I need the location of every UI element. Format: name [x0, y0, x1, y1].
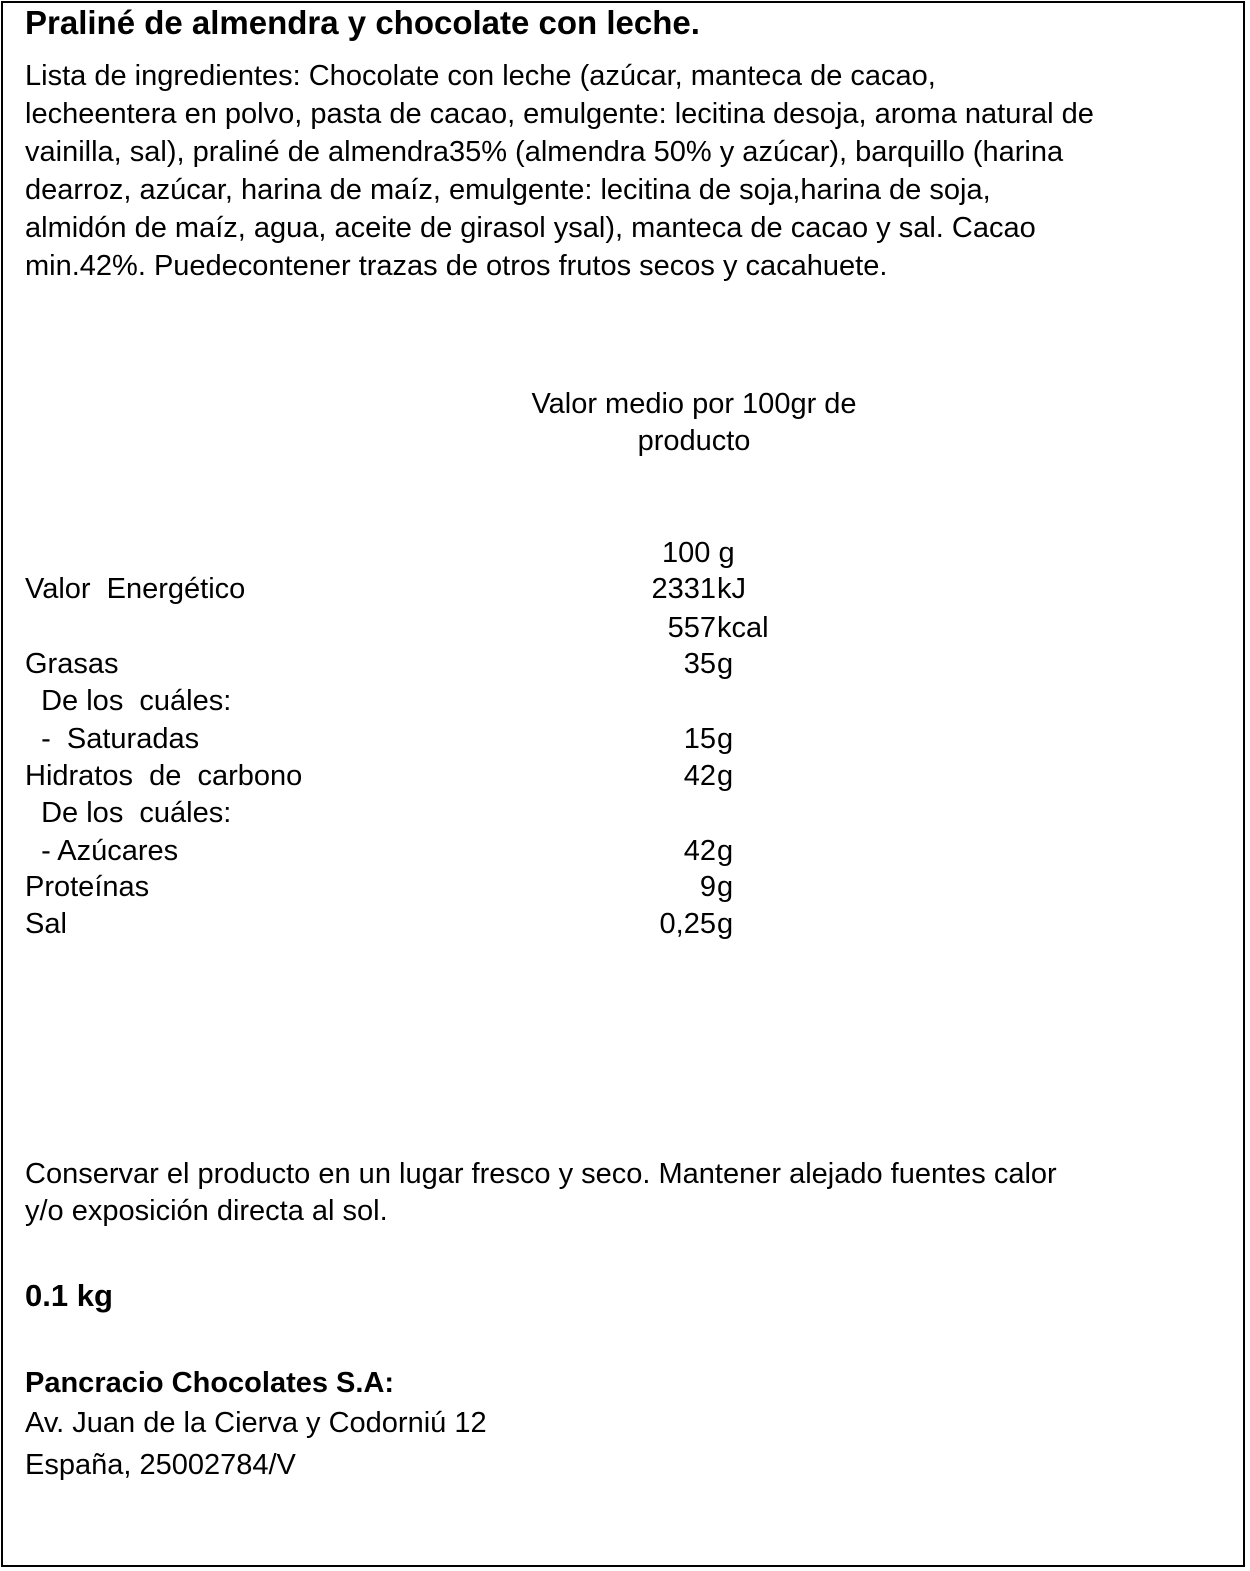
nutrient-label: Grasas: [25, 648, 119, 680]
nutrient-value: 42: [683, 835, 716, 867]
nutrition-header: [444, 386, 944, 460]
nutrition-header-line: producto: [637, 425, 751, 457]
nutrient-unit: g: [717, 835, 734, 867]
ingredients-line: lecheentera en polvo, pasta de cacao, emulgente: lecitina desoja, aroma natural de: [25, 98, 1094, 130]
nutrient-unit: g: [717, 760, 734, 792]
storage-line: y/o exposición directa al sol.: [25, 1195, 388, 1227]
storage-line: Conservar el producto en un lugar fresco y seco. Mantener alejado fuentes calor: [25, 1158, 1057, 1190]
nutrient-label: - Azúcares: [25, 835, 179, 867]
ingredients-line: dearroz, azúcar, harina de maíz, emulgente: lecitina de soja,harina de soja,: [25, 174, 991, 206]
company-name: Pancracio Chocolates S.A:: [25, 1367, 395, 1399]
per-100g-label: 100 g: [662, 537, 735, 569]
nutrient-unit: g: [717, 723, 734, 755]
nutrient-value: 15: [683, 723, 716, 755]
nutrient-unit: g: [717, 908, 734, 940]
nutrient-value: 35: [683, 648, 716, 680]
storage-instructions: [25, 1156, 1057, 1230]
company-country-code: España, 25002784/V: [25, 1449, 296, 1481]
nutrient-label: Sal: [25, 908, 67, 940]
ingredients-list: [25, 57, 1220, 285]
nutrient-value: 9: [699, 871, 716, 903]
ingredients-line: almidón de maíz, agua, aceite de girasol ysal), manteca de cacao y sal. Cacao: [25, 212, 1036, 244]
nutrient-unit: kcal: [717, 612, 769, 644]
nutrient-label: Proteínas: [25, 871, 150, 903]
nutrient-unit: kJ: [717, 573, 746, 605]
nutrient-value: 0,25: [659, 908, 716, 940]
nutrient-value: 2331: [651, 573, 716, 605]
ingredients-line: Lista de ingredientes: Chocolate con leche (azúcar, manteca de cacao,: [25, 60, 936, 92]
net-weight: 0.1 kg: [25, 1278, 113, 1313]
nutrient-label: Hidratos de carbono: [25, 760, 303, 792]
nutrition-header-line: Valor medio por 100gr de: [531, 388, 857, 420]
nutrient-value: 42: [683, 760, 716, 792]
nutrient-unit: g: [717, 871, 734, 903]
ingredients-line: min.42%. Puedecontener trazas de otros frutos secos y cacahuete.: [25, 250, 888, 282]
nutrient-unit: g: [717, 648, 734, 680]
nutrient-value: 557: [667, 612, 716, 644]
ingredients-line: vainilla, sal), praliné de almendra35% (almendra 50% y azúcar), barquillo (harina: [25, 136, 1064, 168]
nutrient-label: Valor Energético: [25, 573, 246, 605]
nutrient-label: De los cuáles:: [25, 797, 232, 829]
company-address: Av. Juan de la Cierva y Codorniú 12: [25, 1407, 487, 1439]
nutrient-label: De los cuáles:: [25, 685, 232, 717]
nutrient-label: - Saturadas: [25, 723, 200, 755]
product-title: Praliné de almendra y chocolate con leche.: [25, 4, 700, 41]
